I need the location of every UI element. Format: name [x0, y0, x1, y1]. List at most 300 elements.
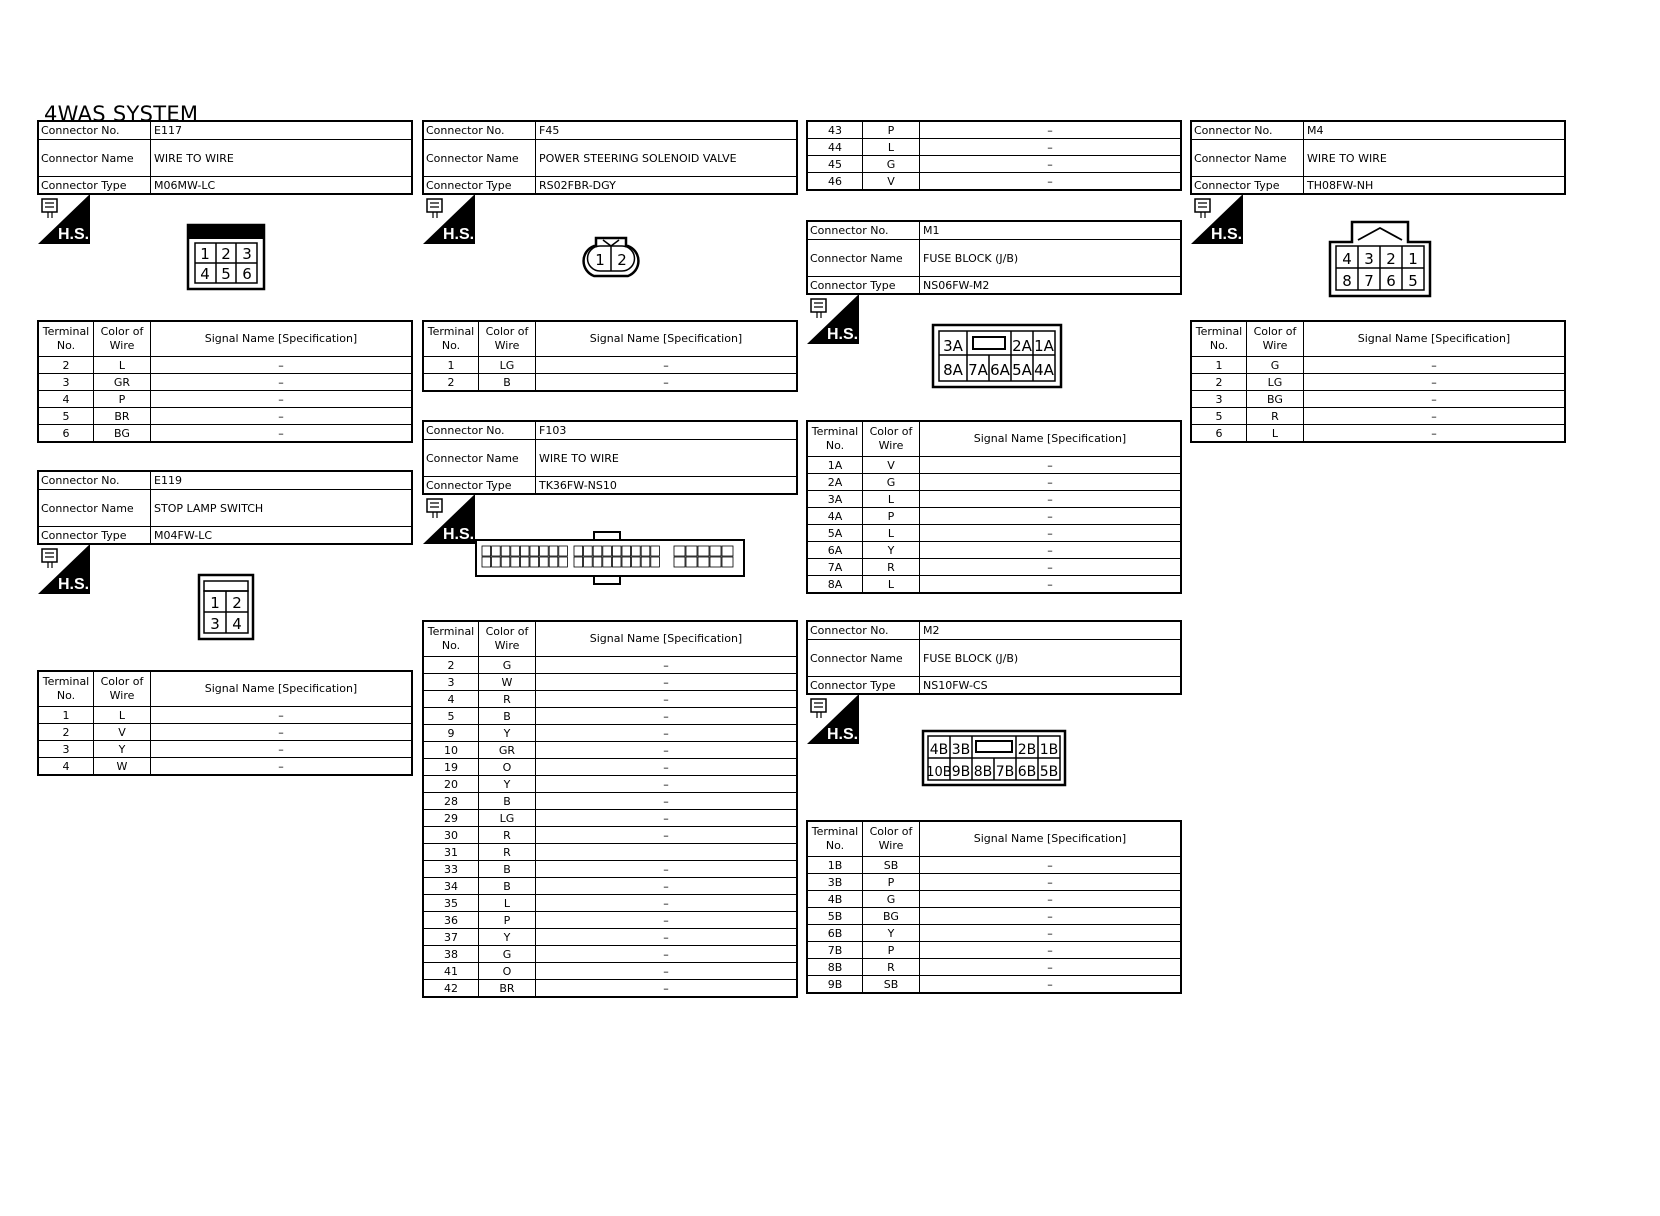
signal-name-cell: –: [536, 912, 798, 929]
col-color-header: Color of Wire: [479, 621, 536, 657]
connector-no-value: M2: [923, 624, 940, 637]
svg-text:6B: 6B: [1017, 764, 1037, 780]
signal-name-cell: –: [536, 759, 798, 776]
wire-color-cell: B: [479, 708, 536, 725]
wire-color-cell: B: [479, 861, 536, 878]
connector-name-label: Connector Name: [1192, 140, 1304, 176]
signal-name-cell: –: [536, 674, 798, 691]
terminal-no-cell: 3: [1191, 391, 1247, 408]
terminal-no-cell: 2: [423, 374, 479, 392]
svg-text:9B: 9B: [951, 764, 971, 780]
connector-face-f45: [576, 234, 646, 282]
signal-name-cell: [536, 844, 798, 861]
svg-text:3: 3: [210, 615, 220, 633]
svg-text:6: 6: [242, 265, 252, 283]
table-row: [423, 963, 797, 980]
svg-text:1: 1: [595, 251, 605, 269]
svg-text:3B: 3B: [951, 742, 971, 758]
connector-name-label: Connector Name: [808, 640, 920, 676]
table-row: [1191, 425, 1565, 443]
table-row: [423, 674, 797, 691]
terminal-no-cell: 1A: [807, 457, 863, 474]
connector-type-value: TH08FW-NH: [1307, 178, 1374, 192]
wire-color-cell: L: [94, 707, 151, 724]
table-row: [423, 357, 797, 374]
svg-text:1: 1: [210, 594, 220, 612]
signal-name-cell: –: [920, 891, 1182, 908]
signal-name-cell: –: [920, 508, 1182, 525]
svg-text:H.S.: H.S.: [443, 526, 475, 543]
signal-name-cell: –: [1304, 391, 1566, 408]
col-color-header: Color of Wire: [94, 671, 151, 707]
wire-color-cell: B: [479, 793, 536, 810]
signal-name-cell: –: [920, 874, 1182, 891]
connector-name-label: Connector Name: [39, 140, 151, 176]
table-row: [423, 742, 797, 759]
table-row: [423, 827, 797, 844]
connector-name-value: WIRE TO WIRE: [154, 151, 234, 165]
table-row: [807, 925, 1181, 942]
col-signal-header: Signal Name [Specification]: [920, 421, 1182, 457]
terminal-no-cell: 1: [423, 357, 479, 374]
terminal-no-cell: 3: [423, 674, 479, 691]
terminal-no-cell: 43: [807, 121, 863, 139]
svg-text:1B: 1B: [1039, 742, 1059, 758]
svg-text:4: 4: [200, 265, 210, 283]
terminal-no-cell: 6A: [807, 542, 863, 559]
signal-name-cell: –: [536, 776, 798, 793]
table-row: [423, 861, 797, 878]
connector-name-value: WIRE TO WIRE: [1307, 151, 1387, 165]
terminal-no-cell: 3B: [807, 874, 863, 891]
connector-no-label: Connector No.: [424, 122, 536, 139]
terminal-no-cell: 6B: [807, 925, 863, 942]
terminal-no-cell: 1B: [807, 857, 863, 874]
signal-name-cell: –: [920, 942, 1182, 959]
signal-name-cell: –: [151, 391, 413, 408]
table-row: [38, 741, 412, 758]
signal-name-cell: –: [536, 861, 798, 878]
wire-color-cell: BG: [863, 908, 920, 925]
signal-name-cell: –: [1304, 374, 1566, 391]
table-row: [807, 542, 1181, 559]
harness-side-icon: [1191, 194, 1243, 244]
table-header-row: [423, 621, 797, 657]
signal-name-cell: –: [536, 946, 798, 963]
table-row: [807, 457, 1181, 474]
svg-text:1: 1: [1408, 250, 1418, 268]
wire-color-cell: BR: [479, 980, 536, 998]
terminal-no-cell: 1: [1191, 357, 1247, 374]
terminal-table-m1: [806, 420, 1182, 594]
table-row: [38, 758, 412, 776]
signal-name-cell: –: [920, 173, 1182, 191]
connector-no-value: F103: [539, 424, 567, 437]
connector-name-value: FUSE BLOCK (J/B): [923, 251, 1019, 265]
svg-text:H.S.: H.S.: [58, 576, 90, 593]
terminal-no-cell: 37: [423, 929, 479, 946]
connector-no-value: M4: [1307, 124, 1324, 137]
wire-color-cell: P: [479, 912, 536, 929]
wire-color-cell: SB: [863, 976, 920, 994]
connector-type-value: M04FW-LC: [154, 528, 213, 542]
svg-text:4: 4: [232, 615, 242, 633]
wire-color-cell: O: [479, 759, 536, 776]
wire-color-cell: R: [1247, 408, 1304, 425]
harness-side-icon: [38, 194, 90, 244]
connector-no-label: Connector No.: [39, 472, 151, 489]
signal-name-cell: –: [920, 457, 1182, 474]
connector-no-value: E119: [154, 474, 182, 487]
terminal-no-cell: 31: [423, 844, 479, 861]
wire-color-cell: R: [863, 559, 920, 576]
col-signal-header: Signal Name [Specification]: [1304, 321, 1566, 357]
wire-color-cell: W: [94, 758, 151, 776]
col-terminal-header: Terminal No.: [1191, 321, 1247, 357]
wire-color-cell: Y: [863, 542, 920, 559]
wire-color-cell: LG: [479, 357, 536, 374]
connector-type-value: NS10FW-CS: [923, 678, 988, 692]
terminal-no-cell: 5: [38, 408, 94, 425]
svg-text:8: 8: [1342, 272, 1352, 290]
terminal-no-cell: 28: [423, 793, 479, 810]
signal-name-cell: –: [151, 724, 413, 741]
svg-text:7A: 7A: [968, 361, 988, 379]
connector-name-value: STOP LAMP SWITCH: [154, 501, 264, 515]
connector-e117: [37, 120, 413, 195]
connector-header: [422, 420, 798, 495]
signal-name-cell: –: [151, 357, 413, 374]
col-signal-header: Signal Name [Specification]: [920, 821, 1182, 857]
signal-name-cell: –: [536, 980, 798, 998]
svg-text:5A: 5A: [1012, 361, 1032, 379]
table-row: [807, 576, 1181, 594]
connector-header: [422, 120, 798, 195]
terminal-no-cell: 29: [423, 810, 479, 827]
wire-color-cell: O: [479, 963, 536, 980]
svg-text:4B: 4B: [929, 742, 949, 758]
signal-name-cell: –: [920, 156, 1182, 173]
terminal-no-cell: 4: [38, 391, 94, 408]
table-row: [423, 912, 797, 929]
table-row: [807, 891, 1181, 908]
table-row: [807, 857, 1181, 874]
wire-color-cell: V: [94, 724, 151, 741]
svg-text:10B: 10B: [926, 765, 952, 780]
wire-color-cell: B: [479, 878, 536, 895]
svg-text:1A: 1A: [1034, 337, 1054, 355]
signal-name-cell: –: [920, 857, 1182, 874]
svg-text:6A: 6A: [990, 361, 1010, 379]
connector-type-label: Connector Type: [1192, 177, 1304, 193]
svg-text:2: 2: [221, 245, 231, 263]
table-row: [1191, 391, 1565, 408]
table-row: [423, 793, 797, 810]
connector-name-value: POWER STEERING SOLENOID VALVE: [539, 151, 737, 165]
svg-text:8B: 8B: [973, 764, 993, 780]
terminal-no-cell: 2: [38, 724, 94, 741]
table-row: [1191, 408, 1565, 425]
wire-color-cell: L: [863, 576, 920, 594]
terminal-no-cell: 33: [423, 861, 479, 878]
connector-type-label: Connector Type: [808, 277, 920, 293]
connector-type-value: RS02FBR-DGY: [539, 178, 616, 192]
connector-f45: [422, 120, 798, 195]
terminal-no-cell: 2: [1191, 374, 1247, 391]
terminal-no-cell: 5: [423, 708, 479, 725]
signal-name-cell: –: [536, 929, 798, 946]
table-row: [423, 657, 797, 674]
wire-color-cell: L: [1247, 425, 1304, 443]
connector-face-f103: [474, 530, 746, 586]
wire-color-cell: G: [479, 657, 536, 674]
connector-no-label: Connector No.: [808, 622, 920, 639]
table-row: [38, 408, 412, 425]
table-row: [423, 759, 797, 776]
svg-text:2: 2: [232, 594, 242, 612]
signal-name-cell: –: [920, 908, 1182, 925]
col-signal-header: Signal Name [Specification]: [151, 671, 413, 707]
wire-color-cell: R: [479, 827, 536, 844]
connector-no-value: F45: [539, 124, 560, 137]
wire-color-cell: LG: [1247, 374, 1304, 391]
terminal-table-f45: [422, 320, 798, 392]
table-row: [423, 776, 797, 793]
table-row: [807, 959, 1181, 976]
terminal-table-f103: [422, 620, 798, 998]
table-header-row: [38, 671, 412, 707]
table-row: [423, 810, 797, 827]
svg-text:2: 2: [1386, 250, 1396, 268]
table-row: [1191, 374, 1565, 391]
table-row: [807, 139, 1181, 156]
col-terminal-header: Terminal No.: [423, 621, 479, 657]
connector-header: [37, 120, 413, 195]
terminal-no-cell: 7B: [807, 942, 863, 959]
terminal-no-cell: 5: [1191, 408, 1247, 425]
wire-color-cell: P: [863, 942, 920, 959]
signal-name-cell: –: [536, 374, 798, 392]
svg-text:2B: 2B: [1017, 742, 1037, 758]
signal-name-cell: –: [536, 793, 798, 810]
table-row: [38, 391, 412, 408]
table-row: [807, 173, 1181, 191]
wire-color-cell: LG: [479, 810, 536, 827]
col-color-header: Color of Wire: [1247, 321, 1304, 357]
table-header-row: [807, 421, 1181, 457]
terminal-no-cell: 2A: [807, 474, 863, 491]
connector-type-label: Connector Type: [39, 527, 151, 543]
wire-color-cell: SB: [863, 857, 920, 874]
table-row: [807, 491, 1181, 508]
harness-side-icon: [38, 544, 90, 594]
terminal-no-cell: 6: [38, 425, 94, 443]
col-color-header: Color of Wire: [479, 321, 536, 357]
wire-color-cell: Y: [94, 741, 151, 758]
table-row: [38, 374, 412, 391]
signal-name-cell: –: [1304, 425, 1566, 443]
table-row: [423, 878, 797, 895]
connector-m4: [1190, 120, 1566, 195]
col-terminal-header: Terminal No.: [807, 421, 863, 457]
signal-name-cell: –: [151, 741, 413, 758]
table-row: [38, 425, 412, 443]
wire-color-cell: G: [863, 474, 920, 491]
connector-m2: [806, 620, 1182, 695]
table-row: [807, 525, 1181, 542]
wire-color-cell: P: [863, 874, 920, 891]
terminal-no-cell: 3: [38, 741, 94, 758]
signal-name-cell: –: [536, 827, 798, 844]
terminal-no-cell: 2: [38, 357, 94, 374]
col-color-header: Color of Wire: [94, 321, 151, 357]
connector-header: [1190, 120, 1566, 195]
table-row: [807, 474, 1181, 491]
terminal-no-cell: 44: [807, 139, 863, 156]
connector-face-m2: [921, 729, 1067, 787]
table-row: [807, 976, 1181, 994]
signal-name-cell: –: [536, 657, 798, 674]
svg-text:6: 6: [1386, 272, 1396, 290]
page-title: 4WAS SYSTEM: [44, 102, 199, 126]
table-row: [1191, 357, 1565, 374]
harness-side-icon: [807, 294, 859, 344]
col-signal-header: Signal Name [Specification]: [536, 621, 798, 657]
wire-color-cell: R: [479, 844, 536, 861]
svg-text:3A: 3A: [943, 337, 963, 355]
wire-color-cell: V: [863, 173, 920, 191]
table-row: [423, 374, 797, 392]
terminal-no-cell: 4: [423, 691, 479, 708]
svg-text:2A: 2A: [1012, 337, 1032, 355]
table-row: [38, 357, 412, 374]
connector-type-label: Connector Type: [424, 177, 536, 193]
terminal-no-cell: 8A: [807, 576, 863, 594]
wire-color-cell: B: [479, 374, 536, 392]
terminal-no-cell: 38: [423, 946, 479, 963]
col-color-header: Color of Wire: [863, 821, 920, 857]
wire-color-cell: Y: [479, 776, 536, 793]
svg-text:5: 5: [1408, 272, 1418, 290]
table-header-row: [423, 321, 797, 357]
signal-name-cell: –: [536, 963, 798, 980]
wire-color-cell: BG: [1247, 391, 1304, 408]
terminal-no-cell: 41: [423, 963, 479, 980]
signal-name-cell: –: [1304, 357, 1566, 374]
svg-text:H.S.: H.S.: [827, 326, 859, 343]
signal-name-cell: –: [1304, 408, 1566, 425]
table-row: [423, 708, 797, 725]
signal-name-cell: –: [536, 742, 798, 759]
table-row: [423, 844, 797, 861]
connector-no-value: E117: [154, 124, 182, 137]
connector-face-e117: [186, 223, 266, 291]
wire-color-cell: L: [863, 525, 920, 542]
wire-color-cell: G: [863, 891, 920, 908]
terminal-no-cell: 5B: [807, 908, 863, 925]
connector-name-label: Connector Name: [424, 440, 536, 476]
harness-side-icon: [423, 194, 475, 244]
signal-name-cell: –: [151, 374, 413, 391]
col-terminal-header: Terminal No.: [807, 821, 863, 857]
wire-color-cell: Y: [479, 929, 536, 946]
terminal-no-cell: 8B: [807, 959, 863, 976]
wire-color-cell: P: [863, 121, 920, 139]
connector-name-label: Connector Name: [424, 140, 536, 176]
table-row: [807, 121, 1181, 139]
svg-text:7B: 7B: [995, 764, 1015, 780]
terminal-no-cell: 9B: [807, 976, 863, 994]
terminal-table-e119: [37, 670, 413, 776]
signal-name-cell: –: [920, 576, 1182, 594]
connector-name-label: Connector Name: [808, 240, 920, 276]
connector-no-value: M1: [923, 224, 940, 237]
connector-header: [806, 220, 1182, 295]
wire-color-cell: R: [863, 959, 920, 976]
signal-name-cell: –: [536, 708, 798, 725]
signal-name-cell: –: [151, 707, 413, 724]
table-row: [807, 942, 1181, 959]
connector-type-value: TK36FW-NS10: [539, 478, 617, 492]
terminal-no-cell: 45: [807, 156, 863, 173]
signal-name-cell: –: [151, 425, 413, 443]
signal-name-cell: –: [920, 525, 1182, 542]
terminal-no-cell: 4: [38, 758, 94, 776]
svg-text:4A: 4A: [1034, 361, 1054, 379]
svg-text:H.S.: H.S.: [58, 226, 90, 243]
connector-type-label: Connector Type: [39, 177, 151, 193]
wire-color-cell: L: [863, 491, 920, 508]
terminal-no-cell: 20: [423, 776, 479, 793]
signal-name-cell: –: [536, 725, 798, 742]
signal-name-cell: –: [920, 976, 1182, 994]
signal-name-cell: –: [151, 758, 413, 776]
connector-face-m1: [931, 323, 1063, 389]
table-row: [807, 508, 1181, 525]
terminal-no-cell: 4A: [807, 508, 863, 525]
wire-color-cell: Y: [863, 925, 920, 942]
wire-color-cell: Y: [479, 725, 536, 742]
connector-name-value: FUSE BLOCK (J/B): [923, 651, 1019, 665]
wire-color-cell: L: [479, 895, 536, 912]
terminal-no-cell: 6: [1191, 425, 1247, 443]
svg-text:1: 1: [200, 245, 210, 263]
table-row: [807, 908, 1181, 925]
connector-type-label: Connector Type: [808, 677, 920, 693]
signal-name-cell: –: [920, 474, 1182, 491]
wire-color-cell: L: [863, 139, 920, 156]
wire-color-cell: BR: [94, 408, 151, 425]
wire-color-cell: GR: [94, 374, 151, 391]
svg-text:4: 4: [1342, 250, 1352, 268]
connector-m1: [806, 220, 1182, 295]
terminal-no-cell: 3A: [807, 491, 863, 508]
connector-type-label: Connector Type: [424, 477, 536, 493]
terminal-no-cell: 1: [38, 707, 94, 724]
wire-color-cell: R: [479, 691, 536, 708]
wire-color-cell: GR: [479, 742, 536, 759]
svg-text:7: 7: [1364, 272, 1374, 290]
table-row: [423, 895, 797, 912]
wire-color-cell: G: [1247, 357, 1304, 374]
terminal-no-cell: 5A: [807, 525, 863, 542]
connector-type-value: M06MW-LC: [154, 178, 216, 192]
terminal-no-cell: 35: [423, 895, 479, 912]
signal-name-cell: –: [536, 691, 798, 708]
connector-face-e119: [197, 573, 255, 641]
table-row: [423, 946, 797, 963]
terminal-no-cell: 3: [38, 374, 94, 391]
